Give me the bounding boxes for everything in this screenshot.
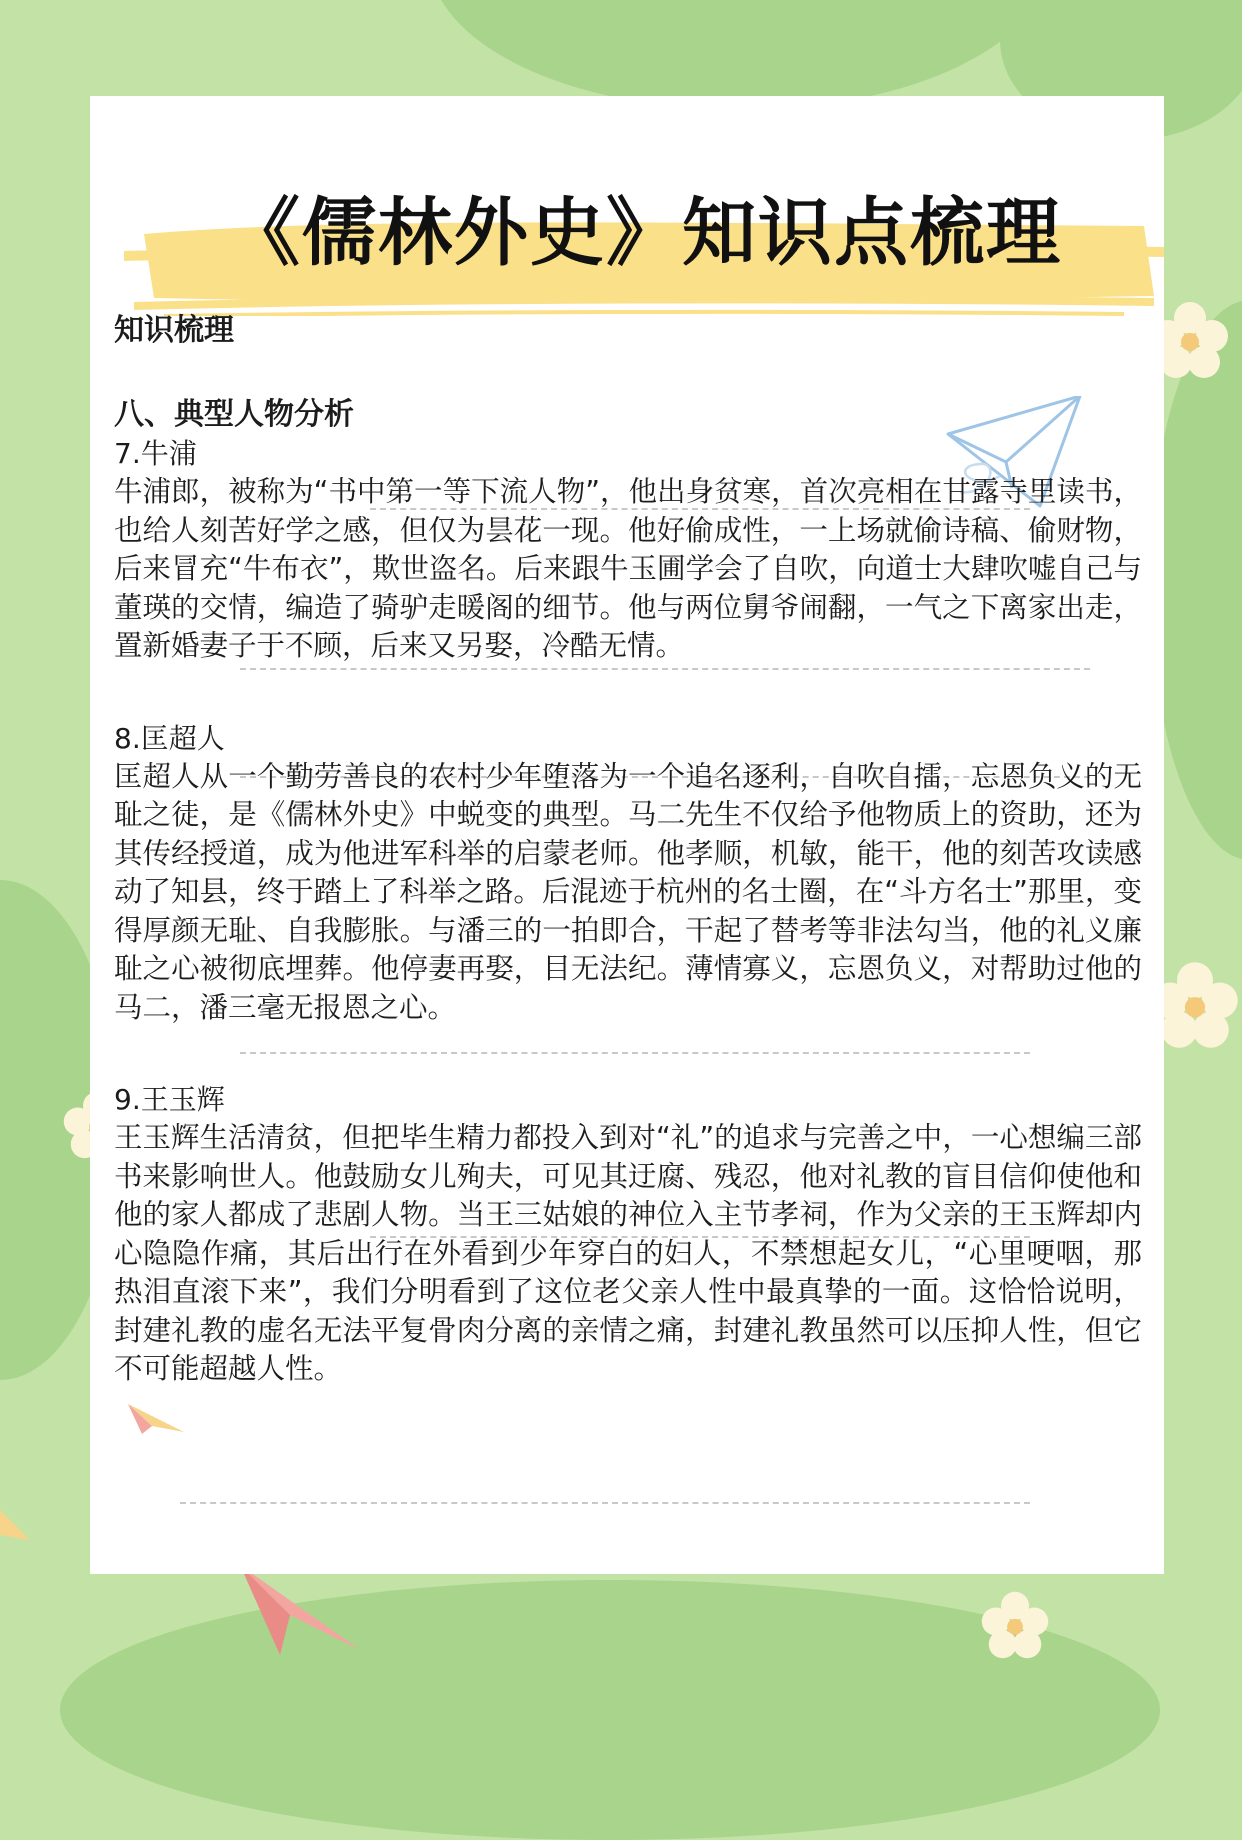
paper-plane-icon-small <box>128 1396 188 1436</box>
character-name-wangyuhui: 9.王玉辉 <box>114 1083 225 1116</box>
character-text-niupu: 牛浦郎，被称为“书中第一等下流人物”，他出身贫寒，首次亮相在甘露寺里读书，也给人刻苦好学之感，但仅为昙花一现。他好偷成性，一上场就偷诗稿、偷财物，后来冒充“牛布衣”，欺世盗名。后来跟牛玉圃学会了自吹，向道士大肆吹嘘自己与董瑛的交情，编造了骑驴走暖阁的细节。他与两位舅爷闹翻，一气之下离家出走，置新婚妻子于不顾，后来又另娶，冷酷无情。 <box>114 475 1142 662</box>
character-name-kuangchaoren: 8.匡超人 <box>114 721 225 755</box>
background-blob-top <box>430 0 1050 110</box>
subsection-heading: 八、典型人物分析 <box>114 397 354 432</box>
character-text-kuangchaoren: 匡超人从一个勤劳善良的农村少年堕落为一个追名逐利，自吹自擂，忘恩负义的无耻之徒，是《儒林外史》中蜕变的典型。马二先生不仅给予他物质上的资助，还为其传经授道，成为他进军科举的启蒙老师。他孝顺，机敏，能干，他的刻苦攻读感动了知县，终于踏上了科举之路。后混迹于杭州的名士圈，在“斗方名士”那里，变得厚颜无耻、自我膨胀。与潘三的一拍即合，干起了替考等非法勾当，他的礼义廉耻之心被彻底埋葬。他停妻再娶，目无法纪。薄情寡义，忘恩负义，对帮助过他的马二，潘三毫无报恩之心。 <box>114 759 1142 1024</box>
character-name-niupu: 7.牛浦 <box>114 437 197 470</box>
content-card <box>90 96 1164 1574</box>
page-title: 《儒林外史》知识点梳理 <box>226 190 1062 276</box>
divider-6 <box>180 1502 1030 1504</box>
character-text-wangyuhui: 王玉辉生活清贫，但把毕生精力都投入到对“礼”的追求与完善之中，一心想编三部书来影响世人。他鼓励女儿殉夫，可见其迂腐、残忍，他对礼教的盲目信仰使他和他的家人都成了悲剧人物。当王三姑娘的神位入主节孝祠，作为父亲的王玉辉却内心隐隐作痛，其后出行在外看到少年穿白的妇人，不禁想起女儿，“心里哽咽，那热泪直滚下来”，我们分明看到了这位老父亲人性中最真挚的一面。这恰恰说明，封建礼教的虚名无法平复骨肉分离的亲情之痛，封建礼教虽然可以压抑人性，但它不可能超越人性。 <box>114 1121 1142 1385</box>
flower-icon-bottom <box>970 1590 1060 1660</box>
section-heading: 知识梳理 <box>114 313 234 348</box>
title-banner <box>124 156 1164 316</box>
article-body <box>114 311 1142 1389</box>
paper-plane-icon-left-edge <box>0 1505 40 1545</box>
